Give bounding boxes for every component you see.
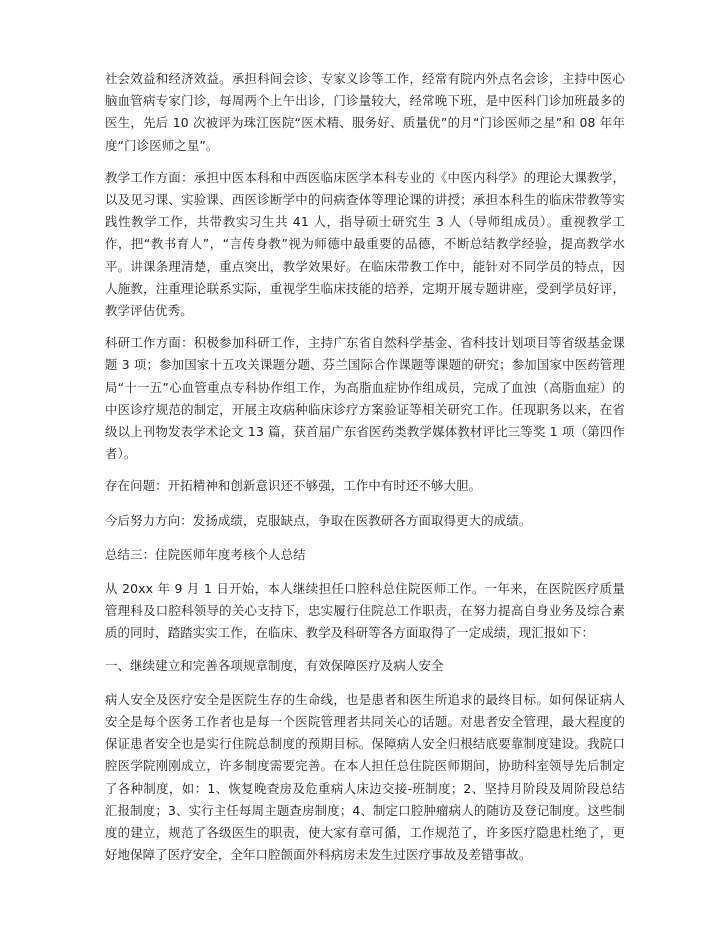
- paragraph-future-direction: 今后努力方向：发扬成绩，克服缺点，争取在医教研各方面取得更大的成绩。: [105, 512, 532, 528]
- paragraph-teaching-work: 教学工作方面：承担中医本科和中西医临床医学本科专业的《中医内科学》的理论大课教学，以及见习课、实验课、西医诊断学中的问病查体等理论课的讲授；承担本科生的临床带教等实践性教学工作，共带教实习生共 41 人，指导硕士研究生 3 人（导师组成员）。重视教学工作，把“教书育人”，“言传身教”视为师德中最重要的品德，不断总结教学经验，提高教学水平。讲课条理清楚，重点突出，教学效果好。在临床带教工作中，能针对不同学员的特点，因人施教，注重理论联系实际，重视学生临床技能的培养，定期开展专题讲座，受到学员好评，教学评估优秀。: [105, 169, 625, 319]
- subheading-rules-and-safety: 一、继续建立和完善各项规章制度，有效保障医疗及病人安全: [105, 657, 444, 673]
- paragraph-existing-problems: 存在问题：开拓精神和创新意识还不够强，工作中有时还不够大胆。: [105, 478, 482, 494]
- paragraph-patient-safety: 病人安全及医疗安全是医院生存的生命线，也是患者和医生所追求的最终目标。如何保证病人安全是每个医务工作者也是每一个医院管理者共同关心的话题。对患者安全管理，最大程度的保证患者安全也是实行住院总制度的预期目标。保障病人安全归根结底要靠制度建设。我院口腔医学院刚刚成立，许多制度需要完善。在本人担任总住院医师期间，协助科室领导先后制定了各种制度，如：1、恢复晚查房及危重病人床边交接-班制度；2、坚持月阶段及周阶段总结汇报制度；3、实行主任每周主题查房制度；4、制定口腔肿瘤病人的随访及登记制度。这些制度的建立，规范了各级医生的职责，使大家有章可循，工作规范了，许多医疗隐患杜绝了，更好地保障了医疗安全，全年口腔颌面外科病房未发生过医疗事故及差错事故。: [105, 691, 625, 863]
- document-page: [105, 68, 625, 877]
- paragraph-clinical-benefits: 社会效益和经济效益。承担科间会诊、专家义诊等工作，经常有院内外点名会诊，主持中医心脑血管病专家门诊，每周两个上午出诊，门诊量较大，经常晚下班，是中医科门诊加班最多的医生，先后 10 次被评为珠江医院“医术精、服务好、质量优”的月“门诊医师之星”和 08 年年度“门诊医师之星”。: [105, 71, 625, 153]
- paragraph-research-work: 科研工作方面：积极参加科研工作，主持广东省自然科学基金、省科技计划项目等省级基金课题 3 项；参加国家十五攻关课题分题、芬兰国际合作课题等课题的研究；参加国家中医药管理局“十一五”心血管重点专科协作组工作，为高脂血症协作组成员，完成了血浊（高脂血症）的中医诊疗规范的制定，开展主攻病种临床诊疗方案验证等相关研究工作。任现职务以来，在省级以上刊物发表学术论文 13 篇，获首届广东省医药类教学媒体教材评比三等奖 1 项（第四作者）。: [105, 335, 625, 462]
- paragraph-resident-intro: 从 20xx 年 9 月 1 日开始，本人继续担任口腔科总住院医师工作。一年来，在医院医疗质量管理科及口腔科领导的关心支持下，忠实履行住院总工作职责，在努力提高自身业务及综合素质的同时，踏踏实实工作，在临床、教学及科研等各方面取得了一定成绩，现汇报如下：: [105, 581, 625, 641]
- section-heading-summary-three: 总结三：住院医师年度考核个人总结: [105, 546, 306, 562]
